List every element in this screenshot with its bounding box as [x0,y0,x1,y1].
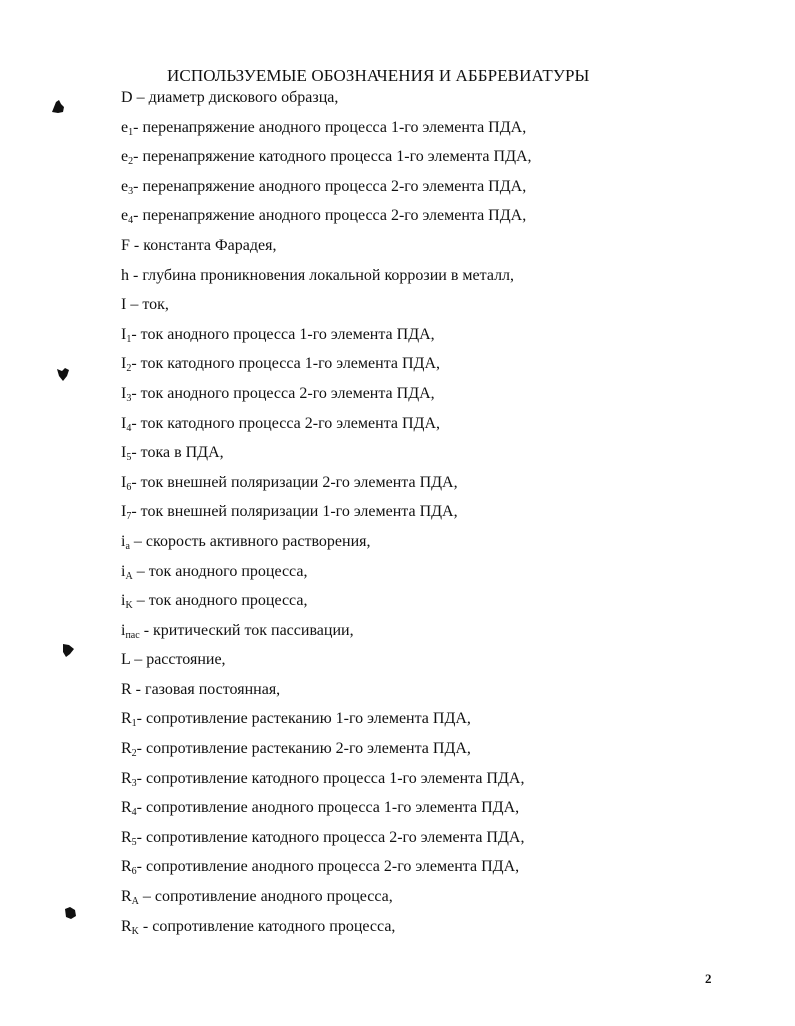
entry-subscript: 5 [126,452,132,464]
entry-symbol: I [121,414,127,432]
entry-description: - сопротивление растеканию 2-го элемента ПДА, [136,740,471,758]
entry-description: - перенапряжение анодного процесса 2-го элемента ПДА, [133,177,527,195]
entry-subscript: 1 [128,126,134,138]
entry-subscript: 2 [131,748,137,760]
entry-subscript: пас [125,629,140,641]
entry-symbol: F [121,236,130,254]
abbreviation-entry [121,769,761,799]
entry-subscript: 3 [126,392,132,404]
entry-symbol: I [121,325,127,343]
entry-subscript: 1 [126,333,132,345]
entry-subscript: 7 [126,511,132,523]
entry-description: – расстояние, [130,651,226,669]
entry-description: – ток анодного процесса, [132,592,308,610]
entry-description: - константа Фарадея, [129,236,277,254]
ink-blot-icon [55,366,71,382]
entry-description: - тока в ПДА, [131,444,224,462]
abbreviation-entry [121,118,761,148]
entry-description: - критический ток пассивации, [139,621,354,639]
entry-subscript: 5 [131,836,137,848]
entry-symbol: e [121,148,129,166]
entry-description: - сопротивление катодного процесса 1-го элемента ПДА, [136,769,525,787]
entry-description: - перенапряжение катодного процесса 1-го элемента ПДА, [133,148,532,166]
entry-description: - перенапряжение анодного процесса 1-го элемента ПДА, [133,118,527,136]
entry-description: - газовая постоянная, [131,680,281,698]
abbreviation-entry [121,502,761,532]
abbreviation-entry [121,857,761,887]
abbreviation-entry [121,532,761,562]
entry-description: – сопротивление анодного процесса, [138,888,393,906]
entry-symbol: I [121,473,127,491]
entry-symbol: R [121,710,132,728]
entry-subscript: a [125,540,130,552]
entry-description: – диаметр дискового образца, [132,89,339,106]
abbreviation-entry [121,177,761,207]
abbreviation-entry [121,88,761,118]
abbreviation-entry [121,650,761,680]
entry-symbol: R [121,858,132,876]
entry-symbol: R [121,799,132,817]
entry-symbol: D [121,89,133,106]
entry-subscript: 6 [131,866,137,878]
abbreviation-entry [121,591,761,621]
entry-symbol: I [121,503,127,521]
entry-description: - ток катодного процесса 1-го элемента ПДА, [131,355,440,373]
entry-subscript: 1 [131,718,137,730]
entry-subscript: 3 [128,185,134,197]
entry-symbol: i [121,532,126,550]
entry-symbol: I [121,296,127,314]
abbreviation-entry [121,354,761,384]
entry-symbol: I [121,444,127,462]
abbreviation-entry [121,739,761,769]
entry-symbol: e [121,177,129,195]
entry-description: – ток анодного процесса, [132,562,308,580]
abbreviation-entry [121,443,761,473]
abbreviation-entry [121,236,761,266]
entry-subscript: K [125,600,133,612]
abbreviation-entry [121,206,761,236]
entry-description: - ток анодного процесса 2-го элемента ПДА, [131,384,435,402]
entry-symbol: L [121,651,131,669]
entry-subscript: A [125,570,133,582]
entry-symbol: e [121,207,129,225]
abbreviation-entry [121,562,761,592]
entry-description: - ток внешней поляризации 2-го элемента ПДА, [131,473,458,491]
abbreviation-entry [121,917,761,947]
entry-symbol: i [121,592,126,610]
entry-subscript: 2 [126,363,132,375]
entry-symbol: R [121,740,132,758]
abbreviation-entry [121,325,761,355]
page-title: ИСПОЛЬЗУЕМЫЕ ОБОЗНАЧЕНИЯ И АББРЕВИАТУРЫ [167,66,590,85]
entry-description: - ток анодного процесса 1-го элемента ПДА, [131,325,435,343]
entry-description: - сопротивление анодного процесса 1-го элемента ПДА, [136,799,520,817]
abbreviation-list [121,88,761,946]
abbreviation-entry [121,147,761,177]
entry-description: - перенапряжение анодного процесса 2-го элемента ПДА, [133,207,527,225]
ink-blot-icon [60,642,76,658]
entry-subscript: 6 [126,481,132,493]
entry-description: – скорость активного растворения, [129,532,371,550]
entry-symbol: R [121,917,132,935]
entry-description: - сопротивление анодного процесса 2-го элемента ПДА, [136,858,520,876]
entry-subscript: 2 [128,156,134,168]
entry-symbol: R [121,828,132,846]
abbreviation-entry [121,621,761,651]
entry-description: - глубина проникновения локальной коррозии в металл, [129,266,515,284]
entry-description: - сопротивление катодного процесса 2-го элемента ПДА, [136,828,525,846]
page-number: 2 [705,971,712,986]
entry-subscript: K [131,925,139,937]
ink-blot-icon [50,99,66,115]
entry-symbol: I [121,355,127,373]
entry-symbol: I [121,384,127,402]
abbreviation-entry [121,828,761,858]
entry-description: – ток, [126,296,169,314]
entry-symbol: i [121,562,126,580]
entry-symbol: i [121,621,126,639]
entry-symbol: R [121,769,132,787]
abbreviation-entry [121,414,761,444]
abbreviation-entry [121,887,761,917]
entry-subscript: 4 [131,807,137,819]
abbreviation-entry [121,798,761,828]
entry-description: - ток катодного процесса 2-го элемента ПДА, [131,414,440,432]
entry-description: - сопротивление катодного процесса, [138,917,396,935]
abbreviation-entry [121,680,761,710]
abbreviation-entry [121,709,761,739]
entry-subscript: 4 [128,215,134,227]
entry-description: - сопротивление растеканию 1-го элемента ПДА, [136,710,471,728]
ink-blot-icon [62,905,78,921]
abbreviation-entry [121,473,761,503]
entry-symbol: h [121,266,129,284]
entry-symbol: e [121,118,129,136]
abbreviation-entry [121,295,761,325]
entry-symbol: R [121,888,132,906]
entry-description: - ток внешней поляризации 1-го элемента ПДА, [131,503,458,521]
entry-subscript: A [131,896,139,908]
abbreviation-entry [121,384,761,414]
entry-symbol: R [121,680,132,698]
entry-subscript: 4 [126,422,132,434]
entry-subscript: 3 [131,777,137,789]
abbreviation-entry [121,266,761,296]
